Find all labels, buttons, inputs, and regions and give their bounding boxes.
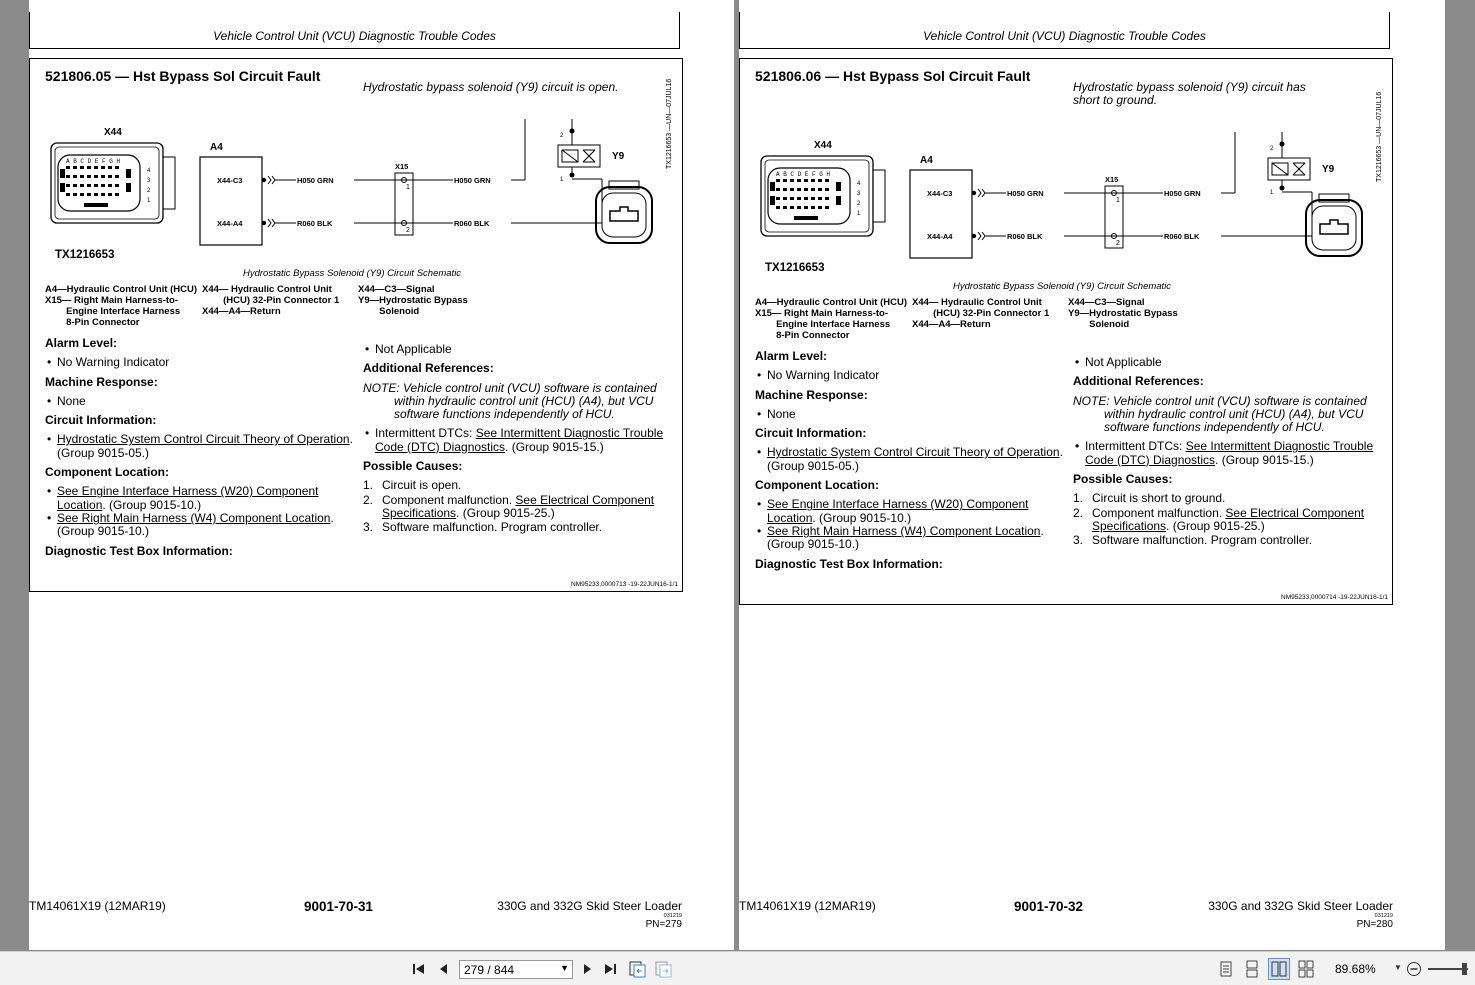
component-location-heading: Component Location: bbox=[45, 465, 169, 480]
vcu-note bbox=[1073, 395, 1378, 435]
machine-response-value: None bbox=[57, 393, 86, 408]
dtc-title: 521806.05 — Hst Bypass Sol Circuit Fault bbox=[45, 68, 321, 84]
component-location-group-2: . (Group 9015-10.) bbox=[57, 510, 334, 539]
page-dropdown-icon[interactable]: ▼ bbox=[560, 963, 569, 973]
page-number-input[interactable] bbox=[459, 960, 573, 979]
x44-pin3: 3 bbox=[857, 191, 861, 197]
component-location-link-2[interactable]: See Right Main Harness (W4) Component Location bbox=[57, 510, 331, 525]
x15-pin2: 2 bbox=[1116, 240, 1120, 247]
additional-refs-heading: Additional References: bbox=[1073, 374, 1204, 389]
y9-label: Y9 bbox=[612, 151, 625, 162]
cause-2: 2. Component malfunction. See Electrical Component Specifications. (Group 9015-25.) bbox=[1073, 505, 1365, 533]
circuit-schematic bbox=[44, 119, 684, 269]
component-location-item-1: • See Engine Interface Harness (W20) Component Location. (Group 9015-10.) bbox=[757, 497, 1029, 525]
component-location-group-1: . (Group 9015-10.) bbox=[102, 497, 202, 512]
x44-pin2: 2 bbox=[857, 201, 861, 207]
alarm-level-value: No Warning Indicator bbox=[57, 355, 170, 370]
cause-2-group: . (Group 9015-25.) bbox=[456, 505, 555, 520]
reference-id: NM95233,0000713 -19-22JUN16-1/1 bbox=[571, 581, 678, 588]
footer-product: 330G and 332G Skid Steer Loader bbox=[497, 899, 682, 913]
cause-2-text: Component malfunction. bbox=[1092, 505, 1226, 520]
schematic-caption: Hydrostatic Bypass Solenoid (Y9) Circuit Schematic bbox=[243, 268, 462, 279]
alarm-level-value: No Warning Indicator bbox=[767, 368, 880, 383]
page-indicator: 279 / 844 bbox=[464, 963, 515, 977]
alarm-level-heading: Alarm Level: bbox=[45, 336, 118, 350]
prev-page-icon[interactable] bbox=[436, 961, 452, 977]
component-location-group-2: . (Group 9015-10.) bbox=[767, 523, 1044, 552]
wire-h050-grn-label-1: H050 GRN bbox=[1007, 189, 1044, 198]
test-box-item: • Not Applicable bbox=[365, 342, 452, 356]
component-location-link-2[interactable]: See Right Main Harness (W4) Component Location bbox=[767, 523, 1041, 538]
x15-label: X15 bbox=[395, 162, 409, 171]
dtc-box bbox=[739, 58, 1393, 605]
circuit-info-group: . (Group 9015-05.) bbox=[767, 445, 1063, 473]
right-column bbox=[363, 343, 668, 536]
zoom-out-icon[interactable] bbox=[1406, 961, 1422, 977]
possible-causes-heading: Possible Causes: bbox=[363, 459, 463, 474]
wire-h050-grn-label-2: H050 GRN bbox=[1164, 189, 1201, 198]
note-rest: within hydraulic control unit (HCU) (A4), but VCU software functions independently of HCU. bbox=[394, 393, 654, 422]
intermittent-group: . (Group 9015-15.) bbox=[1215, 452, 1314, 467]
single-page-view-icon[interactable] bbox=[1219, 960, 1233, 978]
two-page-continuous-icon[interactable] bbox=[1297, 960, 1315, 978]
zoom-level[interactable]: 89.68% bbox=[1335, 962, 1376, 976]
header-title: Vehicle Control Unit (VCU) Diagnostic Trouble Codes bbox=[923, 29, 1206, 43]
row-letters: A B C D E F G H bbox=[776, 171, 831, 178]
component-location-link-1[interactable]: See Engine Interface Harness (W20) Component Location bbox=[767, 497, 1029, 525]
machine-response-item: • None bbox=[47, 393, 86, 408]
previous-view-icon[interactable] bbox=[628, 960, 646, 978]
dtc-description: Hydrostatic bypass solenoid (Y9) circuit has short to ground. bbox=[1073, 80, 1306, 107]
vertical-figure-id: TX1216653 —UN—07JUL16 bbox=[666, 78, 673, 169]
machine-response-item: • None bbox=[757, 406, 796, 421]
zoom-slider-thumb[interactable] bbox=[1462, 963, 1467, 975]
cause-3: 3. Software malfunction. Program controller. bbox=[1073, 533, 1313, 548]
intermittent-item: • Intermittent DTCs: See Intermittent Diagnostic Trouble Code (DTC) Diagnostics. (Group 9015-15.) bbox=[365, 426, 664, 454]
component-location-item-2: • See Right Main Harness (W4) Component Location. (Group 9015-10.) bbox=[47, 510, 334, 539]
legend-col-3: X44—C3—Signal Y9—Hydrostatic Bypass Solenoid bbox=[1068, 297, 1178, 330]
wire-r060-blk-label-1: R060 BLK bbox=[297, 219, 333, 228]
page-header bbox=[29, 12, 680, 49]
dtc-box bbox=[29, 58, 683, 592]
wire-r060-blk-label-2: R060 BLK bbox=[1164, 232, 1200, 241]
schematic-caption: Hydrostatic Bypass Solenoid (Y9) Circuit Schematic bbox=[953, 281, 1172, 292]
component-location-heading: Component Location: bbox=[755, 478, 879, 493]
footer-pn: PN=280 bbox=[1356, 919, 1393, 930]
component-location-item-2: • See Right Main Harness (W4) Component Location. (Group 9015-10.) bbox=[757, 523, 1044, 552]
footer-manual-id: TM14061X19 (12MAR19) bbox=[739, 899, 876, 913]
circuit-info-link[interactable]: Hydrostatic System Control Circuit Theory of Operation bbox=[767, 445, 1060, 460]
pdf-toolbar bbox=[0, 951, 1475, 985]
x15-pin1: 1 bbox=[1116, 197, 1120, 204]
legend-col-1: A4—Hydraulic Control Unit (HCU) X15— Right Main Harness-to- Engine Interface Harness 8-Pin Connector bbox=[45, 284, 197, 328]
pin-x44-a4-label: X44-A4 bbox=[927, 232, 953, 241]
last-page-icon[interactable] bbox=[602, 961, 618, 977]
footer-manual-id: TM14061X19 (12MAR19) bbox=[29, 899, 166, 913]
cause-2-link[interactable]: See Electrical Component Specifications bbox=[382, 492, 655, 520]
two-page-view-icon[interactable] bbox=[1268, 958, 1290, 980]
cause-2-group: . (Group 9015-25.) bbox=[1166, 518, 1265, 533]
dtc-description: Hydrostatic bypass solenoid (Y9) circuit is open. bbox=[363, 80, 619, 94]
component-location-item-1: • See Engine Interface Harness (W20) Component Location. (Group 9015-10.) bbox=[47, 484, 319, 512]
cause-2-text: Component malfunction. bbox=[382, 492, 516, 507]
wire-h050-grn-label-1: H050 GRN bbox=[297, 176, 334, 185]
cause-1: 1. Circuit is short to ground. bbox=[1073, 491, 1226, 506]
a4-label: A4 bbox=[920, 155, 933, 166]
vertical-figure-id: TX1216653 —UN—07JUL16 bbox=[1376, 91, 1383, 182]
vcu-note bbox=[363, 382, 668, 422]
y9-pin1: 1 bbox=[1270, 190, 1274, 196]
circuit-info-group: . (Group 9015-05.) bbox=[57, 432, 353, 460]
document-page-left bbox=[29, 0, 734, 950]
test-box-item: • Not Applicable bbox=[1075, 355, 1162, 369]
right-column bbox=[1073, 356, 1378, 549]
continuous-view-icon[interactable] bbox=[1244, 960, 1260, 978]
note-first-line: NOTE: Vehicle control unit (VCU) software is contained bbox=[1073, 393, 1367, 408]
x15-pin1: 1 bbox=[406, 184, 410, 191]
cause-2-link[interactable]: See Electrical Component Specifications bbox=[1092, 505, 1365, 533]
wire-r060-blk-label-1: R060 BLK bbox=[1007, 232, 1043, 241]
pin-x44-c3-label: X44-C3 bbox=[927, 189, 953, 198]
header-title: Vehicle Control Unit (VCU) Diagnostic Trouble Codes bbox=[213, 29, 496, 43]
intermittent-prefix: Intermittent DTCs: bbox=[1085, 439, 1186, 454]
legend-col-1: A4—Hydraulic Control Unit (HCU) X15— Right Main Harness-to- Engine Interface Harness 8-Pin Connector bbox=[755, 297, 907, 341]
test-box-heading: Diagnostic Test Box Information: bbox=[755, 556, 943, 571]
x15-pin2: 2 bbox=[406, 227, 410, 234]
next-view-icon[interactable] bbox=[654, 960, 672, 978]
intermittent-prefix: Intermittent DTCs: bbox=[375, 426, 476, 441]
machine-response-value: None bbox=[767, 406, 796, 421]
test-box-heading: Diagnostic Test Box Information: bbox=[45, 543, 233, 558]
pin-x44-c3-label: X44-C3 bbox=[217, 176, 243, 185]
cause-1: 1. Circuit is open. bbox=[363, 478, 462, 493]
left-column bbox=[45, 337, 355, 564]
y9-pin1: 1 bbox=[560, 177, 564, 183]
reference-id: NM95233,0000714 -19-22JUN16-1/1 bbox=[1281, 594, 1388, 601]
x44-label: X44 bbox=[814, 140, 832, 151]
footer-page-number: 9001-70-31 bbox=[304, 899, 374, 914]
cause-1-text: Circuit is short to ground. bbox=[1092, 491, 1226, 506]
note-rest: within hydraulic control unit (HCU) (A4), but VCU software functions independently of HCU. bbox=[1104, 406, 1364, 435]
intermittent-link[interactable]: See Intermittent Diagnostic Trouble Code (DTC) Diagnostics bbox=[1085, 439, 1374, 467]
cause-3-text: Software malfunction. Program controller. bbox=[1092, 533, 1313, 548]
y9-pin2: 2 bbox=[560, 133, 564, 139]
footer-product: 330G and 332G Skid Steer Loader bbox=[1208, 899, 1393, 913]
dtc-title: 521806.06 — Hst Bypass Sol Circuit Fault bbox=[755, 68, 1031, 84]
circuit-info-heading: Circuit Information: bbox=[755, 426, 867, 441]
note-first-line: NOTE: Vehicle control unit (VCU) software is contained bbox=[363, 380, 657, 395]
footer-date-code: 031219 bbox=[1374, 913, 1393, 919]
tx-label: TX1216653 bbox=[765, 262, 825, 274]
footer-pn: PN=279 bbox=[645, 919, 682, 930]
x44-pin3: 3 bbox=[147, 178, 151, 184]
page-header bbox=[739, 12, 1390, 49]
component-location-group-1: . (Group 9015-10.) bbox=[812, 510, 912, 525]
alarm-level-item: • No Warning Indicator bbox=[47, 355, 170, 370]
footer-title-block bbox=[497, 899, 682, 930]
next-page-icon[interactable] bbox=[579, 961, 595, 977]
first-page-icon[interactable] bbox=[411, 961, 427, 977]
pin-x44-a4-label: X44-A4 bbox=[217, 219, 243, 228]
alarm-level-item: • No Warning Indicator bbox=[757, 368, 880, 383]
intermittent-group: . (Group 9015-15.) bbox=[505, 439, 604, 454]
cause-1-text: Circuit is open. bbox=[382, 478, 462, 493]
x44-pin2: 2 bbox=[147, 188, 151, 194]
alarm-level-heading: Alarm Level: bbox=[755, 349, 828, 363]
tx-label: TX1216653 bbox=[55, 249, 115, 261]
intermittent-item: • Intermittent DTCs: See Intermittent Diagnostic Trouble Code (DTC) Diagnostics. (Group 9015-15.) bbox=[1075, 439, 1374, 467]
x44-pin4: 4 bbox=[147, 168, 151, 174]
y9-pin2: 2 bbox=[1270, 146, 1274, 152]
y9-label: Y9 bbox=[1322, 164, 1335, 175]
a4-label: A4 bbox=[210, 142, 223, 153]
footer-title-block bbox=[1208, 899, 1393, 930]
legend-col-2: X44— Hydraulic Control Unit (HCU) 32-Pin Connector 1 X44—A4—Return bbox=[202, 284, 340, 317]
footer-date-code: 031219 bbox=[663, 913, 682, 919]
possible-causes-heading: Possible Causes: bbox=[1073, 472, 1173, 487]
cause-2: 2. Component malfunction. See Electrical Component Specifications. (Group 9015-25.) bbox=[363, 492, 655, 520]
circuit-info-link[interactable]: Hydrostatic System Control Circuit Theory of Operation bbox=[57, 432, 350, 447]
legend-col-3: X44—C3—Signal Y9—Hydrostatic Bypass Solenoid bbox=[358, 284, 468, 317]
component-location-link-1[interactable]: See Engine Interface Harness (W20) Component Location bbox=[57, 484, 319, 512]
x44-pin1: 1 bbox=[147, 198, 151, 204]
test-box-value: Not Applicable bbox=[1085, 355, 1162, 369]
footer-page-number: 9001-70-32 bbox=[1014, 899, 1084, 914]
x44-pin4: 4 bbox=[857, 181, 861, 187]
additional-refs-heading: Additional References: bbox=[363, 361, 494, 376]
x44-label: X44 bbox=[104, 127, 122, 138]
document-page-right bbox=[739, 0, 1445, 950]
zoom-dropdown-icon[interactable]: ▼ bbox=[1394, 963, 1402, 972]
intermittent-link[interactable]: See Intermittent Diagnostic Trouble Code (DTC) Diagnostics bbox=[375, 426, 664, 454]
legend-col-2: X44— Hydraulic Control Unit (HCU) 32-Pin Connector 1 X44—A4—Return bbox=[912, 297, 1050, 330]
test-box-value: Not Applicable bbox=[375, 342, 452, 356]
wire-r060-blk-label-2: R060 BLK bbox=[454, 219, 490, 228]
machine-response-heading: Machine Response: bbox=[755, 387, 868, 402]
x44-pin1: 1 bbox=[857, 211, 861, 217]
circuit-info-item: • Hydrostatic System Control Circuit Theory of Operation. (Group 9015-05.) bbox=[757, 445, 1063, 473]
circuit-info-item: • Hydrostatic System Control Circuit Theory of Operation. (Group 9015-05.) bbox=[47, 432, 353, 460]
left-column bbox=[755, 350, 1065, 577]
circuit-info-heading: Circuit Information: bbox=[45, 413, 157, 428]
machine-response-heading: Machine Response: bbox=[45, 374, 158, 389]
wire-h050-grn-label-2: H050 GRN bbox=[454, 176, 491, 185]
row-letters: A B C D E F G H bbox=[66, 158, 121, 165]
x15-label: X15 bbox=[1105, 175, 1119, 184]
circuit-schematic bbox=[754, 132, 1394, 282]
cause-3-text: Software malfunction. Program controller. bbox=[382, 520, 603, 535]
cause-3: 3. Software malfunction. Program controller. bbox=[363, 520, 603, 535]
